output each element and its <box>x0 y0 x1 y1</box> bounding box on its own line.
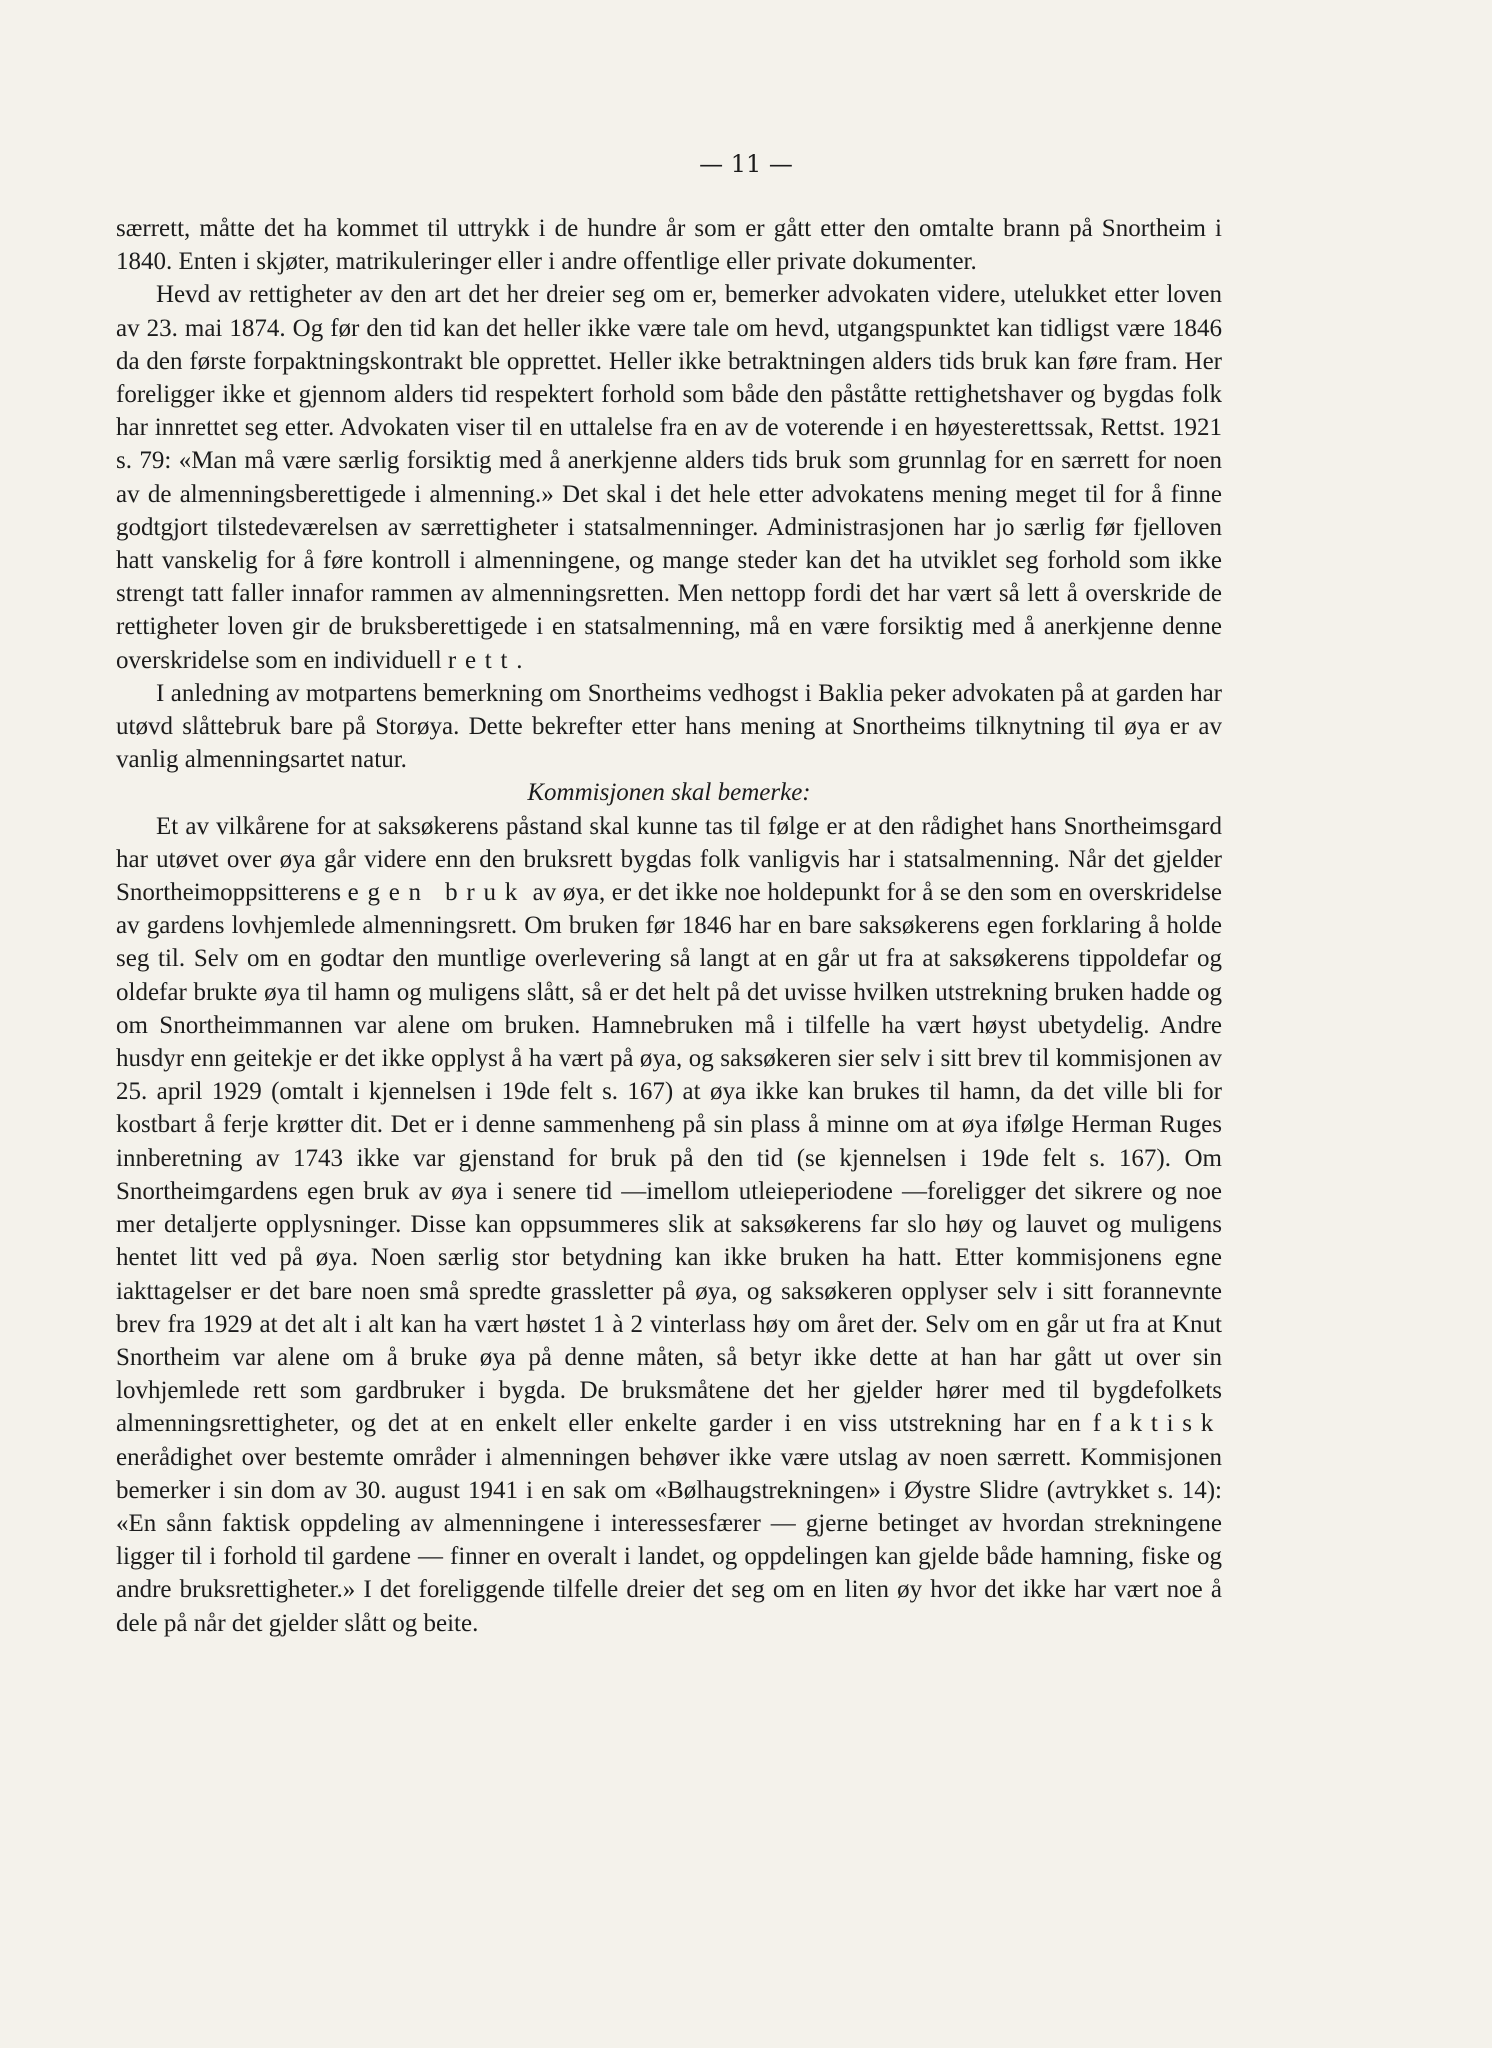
paragraph-3 <box>116 677 1222 777</box>
paragraph-2 <box>116 278 1222 676</box>
paragraph-text: I anledning av motpartens bemerkning om Snortheims vedhogst i Baklia peker advokaten på at garden har utøvd slåttebruk bare på Storøya. Dette bekrefter etter hans mening at Snortheims tilknytning til øya er av vanlig almenningsartet natur. <box>116 679 1222 774</box>
paragraph-text: enerådighet over bestemte områder i almenningen behøver ikke være utslag av noen særrett. Kommisjonen bemerker i sin dom av 30. august 1941 i en sak om «Bølhaugstrekningen» i Øystre Slidre (avtrykket s. 14): «En sånn faktisk oppdeling av almenningene i interessesfærer — gjerne betinget av hvordan strekningene ligger til i forhold til gardene — finner en overalt i landet, og oppdelingen kan gjelde både hamning, fiske og andre bruksrettigheter.» I det foreliggende tilfelle dreier det seg om en liten øy hvor det ikke har vært noe å dele på når det gjelder slått og beite. <box>116 1443 1222 1637</box>
paragraph-text: av øya, er det ikke noe holdepunkt for å se den som en overskridelse av gardens lovhjemlede almenningsrett. Om bruken før 1846 har en bare saksøkerens egen forklaring å holde seg til. Selv om en godtar den muntlige overlevering så langt at en går ut fra at saksøkerens tippoldefar og oldefar brukte øya til hamn og muligens slått, så er det helt på det uvisse hvilken utstrekning bruken hadde og om Snortheimmannen var alene om bruken. Hamnebruken må i tilfelle ha vært høyst ubetydelig. Andre husdyr enn geitekje er det ikke opplyst å ha vært på øya, og saksøkeren sier selv i sitt brev til kommisjonen av 25. april 1929 (omtalt i kjennelsen i 19de felt s. 167) at øya ikke kan brukes til hamn, da det ville bli for kostbart å ferje krøtter dit. Det er i denne sammenheng på sin plass å minne om at øya ifølge Herman Ruges innberetning av 1743 ikke var gjenstand for bruk på den tid (se kjennelsen i 19de felt s. 167). Om Snortheimgardens egen bruk av øya i senere tid —imellom utleieperiodene —foreligger det sikrere og noe mer detaljerte opplysninger. Disse kan oppsummeres slik at saksøkerens far slo høy og lauvet og muligens hentet litt ved på øya. Noen særlig stor betydning kan ikke bruken ha hatt. Etter kommisjonens egne iakttagelser er det bare noen små spredte grassletter på øya, og saksøkeren opplyser selv i sitt forannevnte brev fra 1929 at det alt i alt kan ha vært høstet 1 à 2 vinterlass høy om året der. Selv om en går ut fra at Knut Snortheim var alene om å bruke øya på denne måten, så betyr ikke dette at han har gått ut over sin lovhjemlede rett som gardbruker i bygda. De bruksmåtene det her gjelder hører med til bygdefolkets almenningsrettigheter, og det at en enkelt eller enkelte garder i en viss utstrekning har en <box>116 879 1222 1438</box>
emphasis-text: egen bruk <box>347 879 526 907</box>
page-number: — 11 — <box>699 150 793 178</box>
paragraph-text: Et av vilkårene for at saksøkerens påstand skal kunne tas til følge er at den rådighet hans Snortheimsgard har utøvet over øya går videre enn den bruksrett bygdas folk vanligvis har i statsalmenning. Når det gjelder Snortheimoppsitterens <box>116 812 1222 907</box>
body-text <box>116 212 1222 1640</box>
section-heading: Kommisjonen skal bemerke: <box>527 779 811 807</box>
paragraph-text: . <box>516 646 523 674</box>
paragraph-1 <box>116 212 1222 278</box>
emphasis-text: faktisk <box>1092 1410 1222 1438</box>
emphasis-text: rett <box>447 646 517 674</box>
paragraph-text: Hevd av rettigheter av den art det her dreier seg om er, bemerker advokaten videre, utelukket etter loven av 23. mai 1874. Og før den tid kan det heller ikke være tale om hevd, utgangspunktet kan tidligst være 1846 da den første forpaktningskontrakt ble opprettet. Heller ikke betraktningen alders tids bruk kan føre fram. Her foreligger ikke et gjennom alders tid respektert forhold som både den påståtte rettighetshaver og bygdas folk har innrettet seg etter. Advokaten viser til en uttalelse fra en av de voterende i en høyesterettssak, Rettst. 1921 s. 79: «Man må være særlig forsiktig med å anerkjenne alders tids bruk som grunnlag for en særrett for noen av de almenningsberettigede i almenning.» Det skal i det hele etter advokatens mening meget til for å finne godtgjort tilstedeværelsen av særrettigheter i statsalmenninger. Administrasjonen har jo særlig før fjelloven hatt vanskelig for å føre kontroll i almenningene, og mange steder kan det ha utviklet seg forhold som ikke strengt tatt faller innafor rammen av almenningsretten. Men nettopp fordi det har vært så lett å overskride de rettigheter loven gir de bruksberettigede i en statsalmenning, må en være forsiktig med å anerkjenne denne overskridelse som en individuell <box>116 281 1222 674</box>
paragraph-text: særrett, måtte det ha kommet til uttrykk i de hundre år som er gått etter den omtalte brann på Snortheim i 1840. Enten i skjøter, matrikuleringer eller i andre offentlige eller private dokumenter. <box>116 215 1222 276</box>
paragraph-4 <box>116 810 1222 1640</box>
